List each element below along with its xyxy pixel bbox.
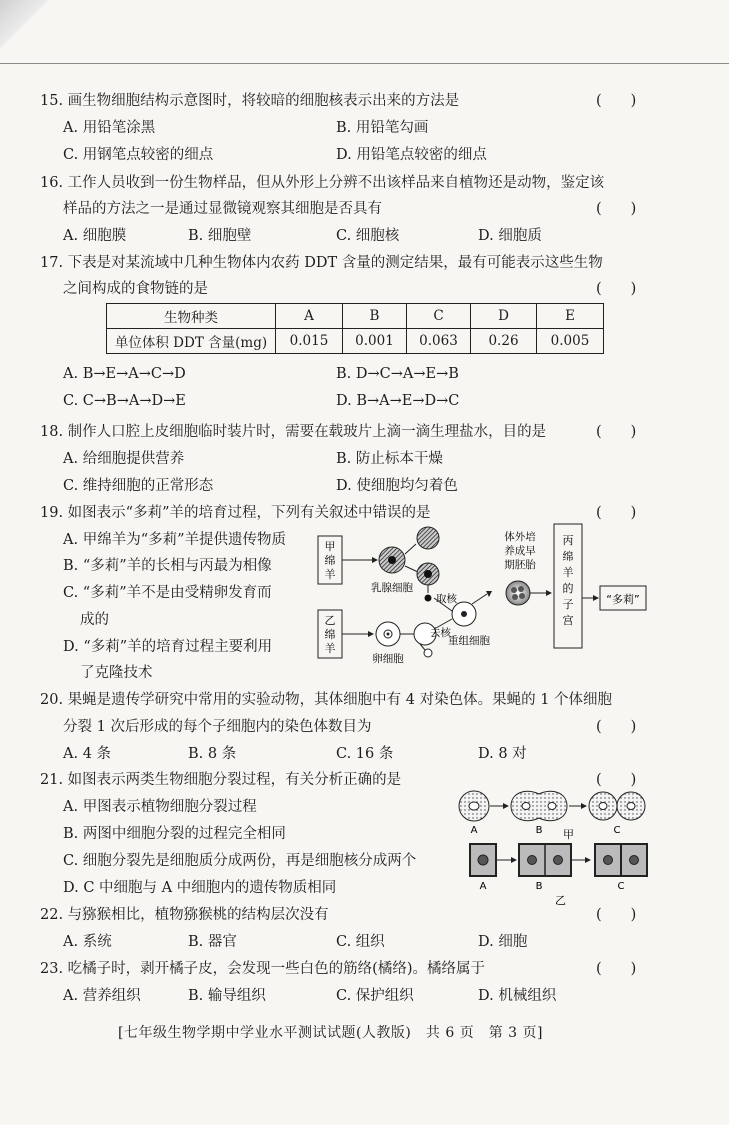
table-cell: B (343, 304, 407, 329)
q17-option-c: C. C→B→A→D→E (63, 393, 186, 409)
mammary-cell-label: 乳腺细胞 (371, 582, 413, 594)
take-nucleus-label: 取核 (436, 593, 457, 605)
sheep-bing-char: 绵 (562, 550, 574, 563)
table-cell: 0.005 (537, 329, 604, 354)
q20-stem-line1: 20. 果蝇是遗传学研究中常用的实验动物，其体细胞中有 4 对染色体。果蝇的 1 个体细胞 (40, 692, 613, 708)
table-cell: 0.063 (407, 329, 471, 354)
table-cell: E (537, 304, 604, 329)
q19-stem: 19. 如图表示“多莉”羊的培育过程，下列有关叙述中错误的是 (40, 505, 431, 521)
q16-answer-paren: ( ) (596, 201, 637, 217)
sheep-jia-char: 绵 (324, 554, 336, 567)
q17-option-a: A. B→E→A→C→D (63, 366, 186, 382)
q16-option-c: C. 细胞核 (336, 228, 400, 244)
culture-label-line: 养成早 (504, 545, 536, 557)
animal-cell-b-icon (511, 791, 567, 820)
removed-nucleus-icon (424, 649, 432, 657)
culture-label-line: 体外培 (504, 531, 536, 543)
cultured-cell-icon (417, 527, 439, 549)
remove-nucleus-label: 去核 (430, 627, 451, 639)
q18-option-a: A. 给细胞提供营养 (63, 451, 185, 467)
q21-option-c: C. 细胞分裂先是细胞质分成两份，再是细胞核分成两个 (63, 853, 417, 869)
row2-label: B (535, 881, 543, 892)
q22-option-a: A. 系统 (63, 934, 112, 950)
q15-answer-paren: ( ) (596, 93, 637, 109)
sheep-yi-char: 羊 (324, 642, 336, 655)
nucleus-dot-icon (425, 595, 432, 602)
q18-answer-paren: ( ) (596, 424, 637, 440)
row1-label: A (470, 825, 478, 836)
q23-answer-paren: ( ) (596, 961, 637, 977)
jia-label: 甲 (563, 828, 574, 841)
q15-option-a: A. 用铅笔涂黑 (63, 120, 156, 136)
table-cell: C (407, 304, 471, 329)
q20-option-c: C. 16 条 (336, 746, 394, 762)
table-row (107, 329, 604, 354)
egg-cell-label: 卵细胞 (372, 653, 404, 665)
q20-answer-paren: ( ) (596, 719, 637, 735)
table-cell: 0.015 (276, 329, 343, 354)
cell-division-diagram (455, 780, 655, 906)
q18-stem: 18. 制作人口腔上皮细胞临时装片时，需要在载玻片上滴一滴生理盐水，目的是 (40, 424, 547, 440)
q20-option-a: A. 4 条 (63, 746, 112, 762)
q17-answer-paren: ( ) (596, 281, 637, 297)
q21-stem: 21. 如图表示两类生物细胞分裂过程，有关分析正确的是 (40, 772, 402, 788)
q16-option-b: B. 细胞壁 (188, 228, 252, 244)
q21-answer-paren: ( ) (596, 772, 637, 788)
q17-option-d: D. B→A→E→D→C (336, 393, 460, 409)
dolly-cloning-diagram (312, 518, 652, 668)
q15-option-b: B. 用铅笔勾画 (336, 120, 429, 136)
q23-option-a: A. 营养组织 (63, 988, 141, 1004)
sheep-bing-char: 羊 (562, 566, 574, 579)
q15-option-d: D. 用铅笔点较密的细点 (336, 147, 487, 163)
table-cell-head: 生物种类 (107, 304, 276, 329)
row2-label: A (479, 881, 487, 892)
q15-option-c: C. 用钢笔点较密的细点 (63, 147, 214, 163)
q20-option-b: B. 8 条 (188, 746, 237, 762)
sheep-bing-char: 宫 (562, 614, 574, 627)
dolly-label: “多莉” (606, 593, 640, 606)
q22-option-d: D. 细胞 (478, 934, 528, 950)
q17-option-b: B. D→C→A→E→B (336, 366, 459, 382)
q22-answer-paren: ( ) (596, 907, 637, 923)
table-cell-head: 单位体积 DDT 含量(mg) (107, 329, 276, 354)
table-cell: D (471, 304, 537, 329)
arrow-head (372, 557, 378, 563)
ddt-table (106, 303, 604, 354)
q21-option-a: A. 甲图表示植物细胞分裂过程 (63, 799, 257, 815)
q19-option-d: D. “多莉”羊的培育过程主要利用 (63, 639, 273, 655)
q23-option-b: B. 输导组织 (188, 988, 266, 1004)
table-cell: 0.26 (471, 329, 537, 354)
nucleus-icon (424, 570, 432, 578)
row1-label: C (613, 825, 621, 836)
recombined-cell-label: 重组细胞 (448, 635, 490, 647)
q21-option-d: D. C 中细胞与 A 中细胞内的遗传物质相同 (63, 880, 337, 896)
table-cell: 0.001 (343, 329, 407, 354)
q17-stem-line2: 之间构成的食物链的是 (63, 281, 208, 297)
q16-option-a: A. 细胞膜 (63, 228, 127, 244)
q17-stem-line1: 17. 下表是对某流域中几种生物体内农药 DDT 含量的测定结果，最有可能表示这些生物 (40, 255, 603, 271)
q16-option-d: D. 细胞质 (478, 228, 542, 244)
q22-option-c: C. 组织 (336, 934, 385, 950)
q19-option-c: C. “多莉”羊不是由受精卵发育而 (63, 585, 272, 601)
sheep-bing-char: 的 (562, 582, 574, 595)
q19-option-a: A. 甲绵羊为“多莉”羊提供遗传物质 (63, 532, 287, 548)
row1-label: B (535, 825, 543, 836)
sheep-bing-char: 丙 (562, 534, 574, 547)
table-row (107, 304, 604, 329)
table-cell: A (276, 304, 343, 329)
q20-stem-line2: 分裂 1 次后形成的每个子细胞内的染色体数目为 (63, 719, 372, 735)
culture-label-line: 期胚胎 (504, 559, 536, 571)
q19-option-d-cont: 了克隆技术 (80, 665, 153, 681)
q18-option-b: B. 防止标本干燥 (336, 451, 443, 467)
q18-option-c: C. 维持细胞的正常形态 (63, 478, 214, 494)
row2-label: C (617, 881, 625, 892)
page-corner-shadow (0, 0, 60, 60)
sheep-bing-char: 子 (562, 598, 574, 611)
sheep-jia-char: 甲 (324, 540, 336, 553)
header-rule (0, 63, 729, 64)
page-footer: [七年级生物学期中学业水平测试试题(人教版) 共 6 页 第 3 页] (118, 1025, 543, 1041)
q15-stem: 15. 画生物细胞结构示意图时，将较暗的细胞核表示出来的方法是 (40, 93, 460, 109)
q16-stem-line2: 样品的方法之一是通过显微镜观察其细胞是否具有 (63, 201, 382, 217)
q18-option-d: D. 使细胞均匀着色 (336, 478, 458, 494)
q20-option-d: D. 8 对 (478, 746, 527, 762)
sheep-yi-char: 乙 (324, 614, 336, 627)
sheep-yi-char: 绵 (324, 628, 336, 641)
q19-answer-paren: ( ) (596, 505, 637, 521)
q19-option-b: B. “多莉”羊的长相与丙最为相像 (63, 558, 272, 574)
sheep-jia-char: 羊 (324, 568, 336, 581)
nucleus-icon (388, 556, 396, 564)
q16-stem-line1: 16. 工作人员收到一份生物样品，但从外形上分辨不出该样品来自植物还是动物，鉴定该 (40, 175, 605, 191)
q23-option-c: C. 保护组织 (336, 988, 414, 1004)
q21-option-b: B. 两图中细胞分裂的过程完全相同 (63, 826, 286, 842)
q22-option-b: B. 器官 (188, 934, 237, 950)
early-embryo-icon (506, 581, 530, 605)
q23-stem: 23. 吃橘子时，剥开橘子皮，会发现一些白色的筋络(橘络)。橘络属于 (40, 961, 485, 977)
q19-option-c-cont: 成的 (80, 612, 109, 628)
q22-stem: 22. 与猕猴相比，植物猕猴桃的结构层次没有 (40, 907, 329, 923)
yi-label: 乙 (555, 894, 566, 906)
q23-option-d: D. 机械组织 (478, 988, 557, 1004)
